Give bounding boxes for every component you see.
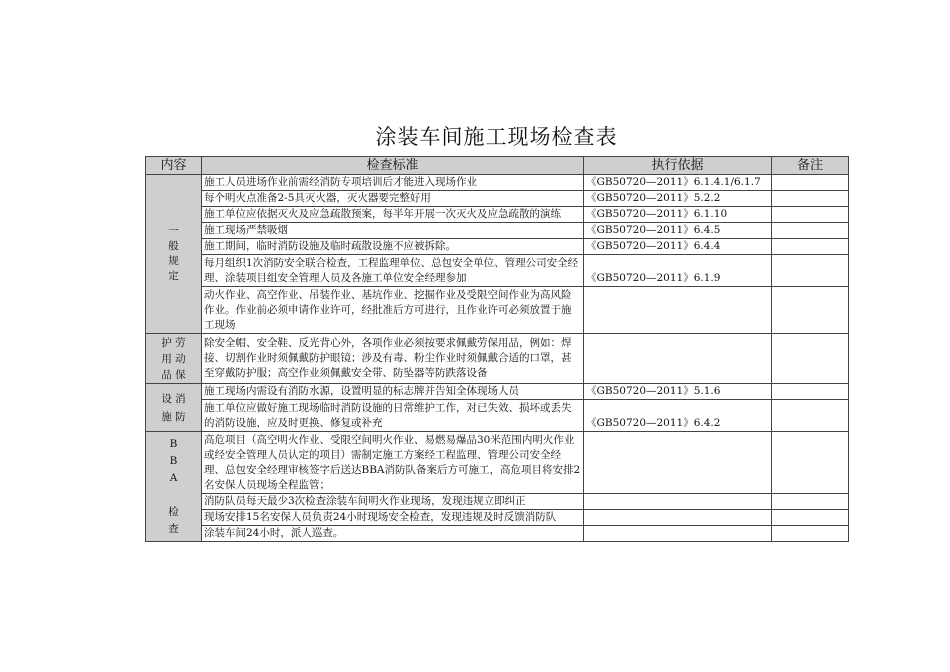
- basis-cell: [584, 526, 772, 542]
- note-cell: [772, 223, 849, 239]
- category-general: 一 般 规 定: [146, 175, 202, 334]
- table-row: [146, 494, 849, 510]
- basis-cell: 《GB50720—2011》6.1.9: [584, 255, 772, 287]
- standard-cell: 动火作业、高空作业、吊装作业、基坑作业、挖掘作业及受限空间作业为高风险作业。作业前必须申请作业许可，经批准后方可进行，且作业许可必须放置于施工现场: [202, 287, 584, 334]
- table-row: [146, 255, 849, 287]
- category-labor-protection: 护 劳 用 动 品 保: [146, 334, 202, 384]
- note-cell: [772, 239, 849, 255]
- table-row: [146, 191, 849, 207]
- table-row: [146, 510, 849, 526]
- note-cell: [772, 526, 849, 542]
- sheet-title: 涂装车间施工现场检查表: [375, 125, 618, 149]
- standard-cell: 施工现场内需设有消防水源，设置明显的标志牌并告知全体现场人员: [202, 384, 584, 400]
- header-category: 内容: [146, 157, 202, 175]
- table-row: [146, 334, 849, 384]
- standard-cell: 涂装车间24小时，派人巡查。: [202, 526, 584, 542]
- header-basis: 执行依据: [584, 157, 772, 175]
- standard-cell: 每月组织1次消防安全联合检查，工程监理单位、总包安全单位、管理公司安全经理、涂装项目组安全管理人员及各施工单位安全经理参加: [202, 255, 584, 287]
- note-cell: [772, 207, 849, 223]
- note-cell: [772, 400, 849, 432]
- note-cell: [772, 334, 849, 384]
- standard-cell: 高危项目（高空明火作业、受限空间明火作业、易燃易爆品30米范围内明火作业或经安全管理人员认定的项目）需制定施工方案经工程监理、管理公司安全经理、总包安全经理审核签字后送达BBA消防队备案后方可施工，高危项目将安排2名安保人员现场全程监管；: [202, 432, 584, 494]
- standard-cell: 施工现场严禁吸烟: [202, 223, 584, 239]
- standard-cell: 每个明火点准备2-5具灭火器，灭火器要完整好用: [202, 191, 584, 207]
- standard-cell: 施工人员进场作业前需经消防专项培训后才能进入现场作业: [202, 175, 584, 191]
- basis-cell: 《GB50720—2011》6.1.4.1/6.1.7: [584, 175, 772, 191]
- standard-cell: 施工单位应做好施工现场临时消防设施的日常维护工作，对已失效、损坏或丢失的消防设施，应及时更换、修复或补充: [202, 400, 584, 432]
- basis-cell: 《GB50720—2011》6.1.10: [584, 207, 772, 223]
- header-standard: 检查标准: [202, 157, 584, 175]
- standard-cell: 除安全帽、安全鞋、反光背心外，各项作业必须按要求佩戴劳保用品，例如：焊接、切割作业时须佩戴防护眼镜；涉及有毒、粉尘作业时须佩戴合适的口罩，甚至穿戴防护服；高空作业须佩戴安全带、防坠器等防跌落设备: [202, 334, 584, 384]
- table-row: [146, 207, 849, 223]
- basis-cell: 《GB50720—2011》5.2.2: [584, 191, 772, 207]
- inspection-table: [145, 156, 849, 542]
- table-row: [146, 526, 849, 542]
- note-cell: [772, 175, 849, 191]
- note-cell: [772, 494, 849, 510]
- standard-cell: 消防队员每天最少3次检查涂装车间明火作业现场，发现违规立即纠正: [202, 494, 584, 510]
- standard-cell: 施工期间，临时消防设施及临时疏散设施不应被拆除。: [202, 239, 584, 255]
- note-cell: [772, 384, 849, 400]
- basis-cell: 《GB50720—2011》6.4.5: [584, 223, 772, 239]
- note-cell: [772, 510, 849, 526]
- table-row: [146, 432, 849, 494]
- basis-cell: 《GB50720—2011》6.4.2: [584, 400, 772, 432]
- note-cell: [772, 255, 849, 287]
- basis-cell: [584, 494, 772, 510]
- basis-cell: [584, 510, 772, 526]
- note-cell: [772, 191, 849, 207]
- standard-cell: 现场安排15名安保人员负责24小时现场安全检查，发现违规及时反馈消防队: [202, 510, 584, 526]
- table-row: [146, 223, 849, 239]
- header-row: [146, 157, 849, 175]
- category-fire-facilities: 设 消 施 防: [146, 384, 202, 432]
- basis-cell: 《GB50720—2011》6.4.4: [584, 239, 772, 255]
- basis-cell: [584, 287, 772, 334]
- table-row: [146, 175, 849, 191]
- table-row: [146, 400, 849, 432]
- basis-cell: [584, 334, 772, 384]
- standard-cell: 施工单位应依据灭火及应急疏散预案，每半年开展一次灭火及应急疏散的演练: [202, 207, 584, 223]
- header-note: 备注: [772, 157, 849, 175]
- basis-cell: 《GB50720—2011》5.1.6: [584, 384, 772, 400]
- note-cell: [772, 287, 849, 334]
- table-row: [146, 287, 849, 334]
- table-row: [146, 239, 849, 255]
- note-cell: [772, 432, 849, 494]
- category-bba-inspection: B B A 检 查: [146, 432, 202, 542]
- table-row: [146, 384, 849, 400]
- basis-cell: [584, 432, 772, 494]
